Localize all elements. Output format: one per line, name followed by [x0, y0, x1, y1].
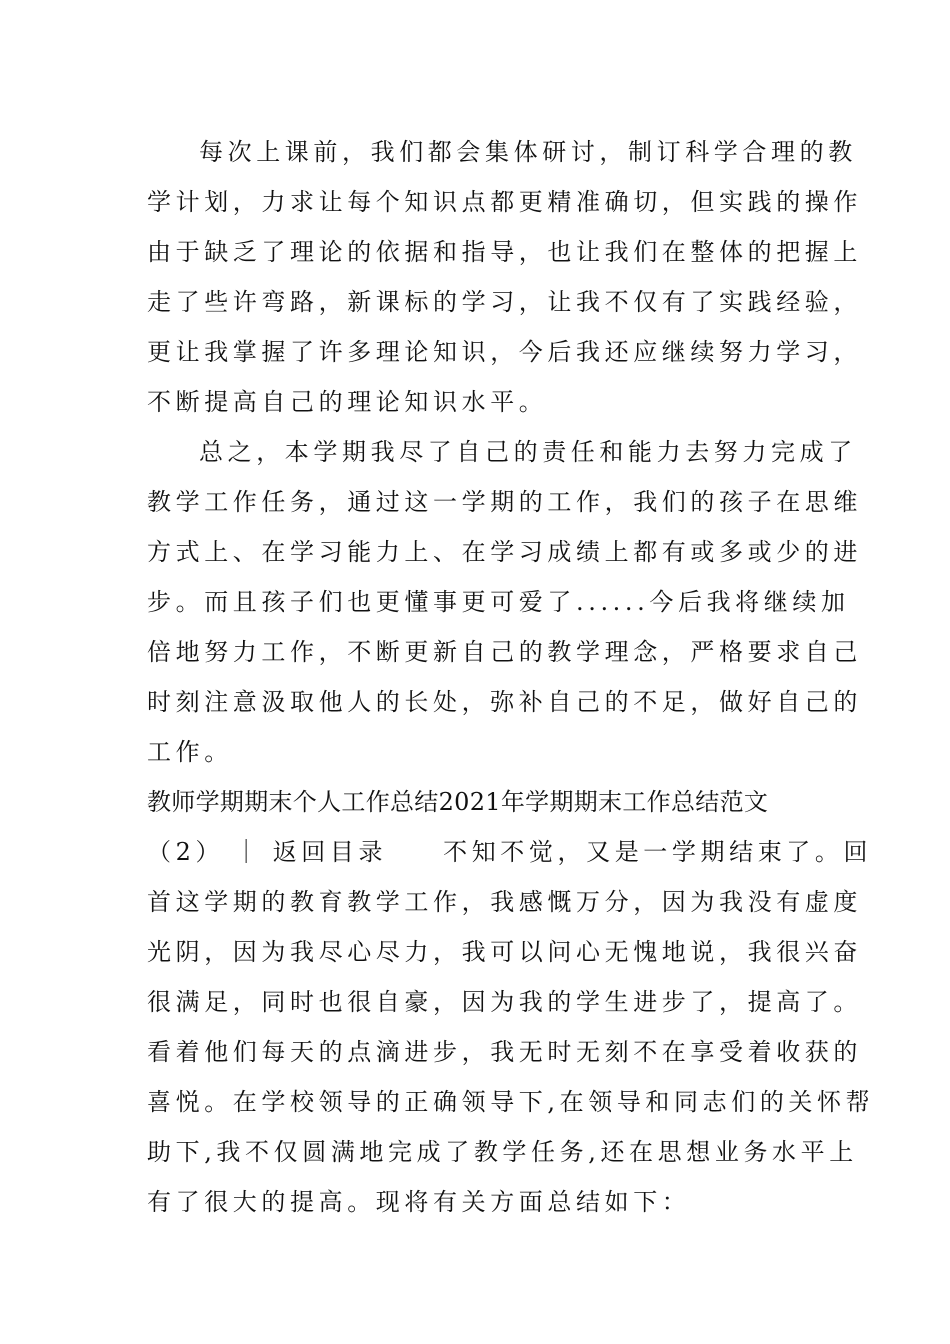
- section-title: 教师学期期末个人工作总结2021年学期期末工作总结范文: [147, 788, 769, 816]
- text-line: 喜悦。在学校领导的正确领导下,在领导和同志们的关怀帮: [147, 1088, 875, 1116]
- text-line: 由于缺乏了理论的依据和指导，也让我们在整体的把握上: [147, 238, 862, 266]
- text-line: 光阴，因为我尽心尽力，我可以问心无愧地说，我很兴奋: [147, 938, 862, 966]
- text-line: 首这学期的教育教学工作，我感慨万分，因为我没有虚度: [147, 888, 862, 916]
- text-line: 方式上、在学习能力上、在学习成绩上都有或多或少的进: [147, 538, 862, 566]
- text-line: 学计划，力求让每个知识点都更精准确切，但实践的操作: [147, 188, 862, 216]
- separator: ｜: [234, 838, 263, 866]
- text-line: 倍地努力工作，不断更新自己的教学理念，严格要求自己: [147, 638, 862, 666]
- text-line: 助下,我不仅圆满地完成了教学任务,还在思想业务水平上: [147, 1138, 858, 1166]
- text-line: 很满足，同时也很自豪，因为我的学生进步了，提高了。: [147, 988, 862, 1016]
- text-line: 有了很大的提高。现将有关方面总结如下：: [147, 1188, 691, 1216]
- section-number: （2）: [147, 838, 225, 866]
- text-line: 总之，本学期我尽了自己的责任和能力去努力完成了: [199, 438, 857, 466]
- text-line: 每次上课前，我们都会集体研讨，制订科学合理的教: [199, 138, 857, 166]
- text-line: 看着他们每天的点滴进步，我无时无刻不在享受着收获的: [147, 1038, 862, 1066]
- text-line: 步。而且孩子们也更懂事更可爱了......今后我将继续加: [147, 588, 850, 616]
- text-line: 时刻注意汲取他人的长处，弥补自己的不足，做好自己的: [147, 688, 862, 716]
- text-line: 教学工作任务，通过这一学期的工作，我们的孩子在思维: [147, 488, 862, 516]
- section-heading-line: [147, 836, 873, 868]
- text-line: 更让我掌握了许多理论知识，今后我还应继续努力学习，: [147, 338, 862, 366]
- text-span: 不知不觉，又是一学期结束了。回: [443, 838, 873, 866]
- text-line: 走了些许弯路，新课标的学习，让我不仅有了实践经验，: [147, 288, 862, 316]
- back-to-toc-link[interactable]: 返回目录: [272, 838, 388, 866]
- text-line: 工作。: [147, 738, 233, 766]
- text-line: 不断提高自己的理论知识水平。: [147, 388, 548, 416]
